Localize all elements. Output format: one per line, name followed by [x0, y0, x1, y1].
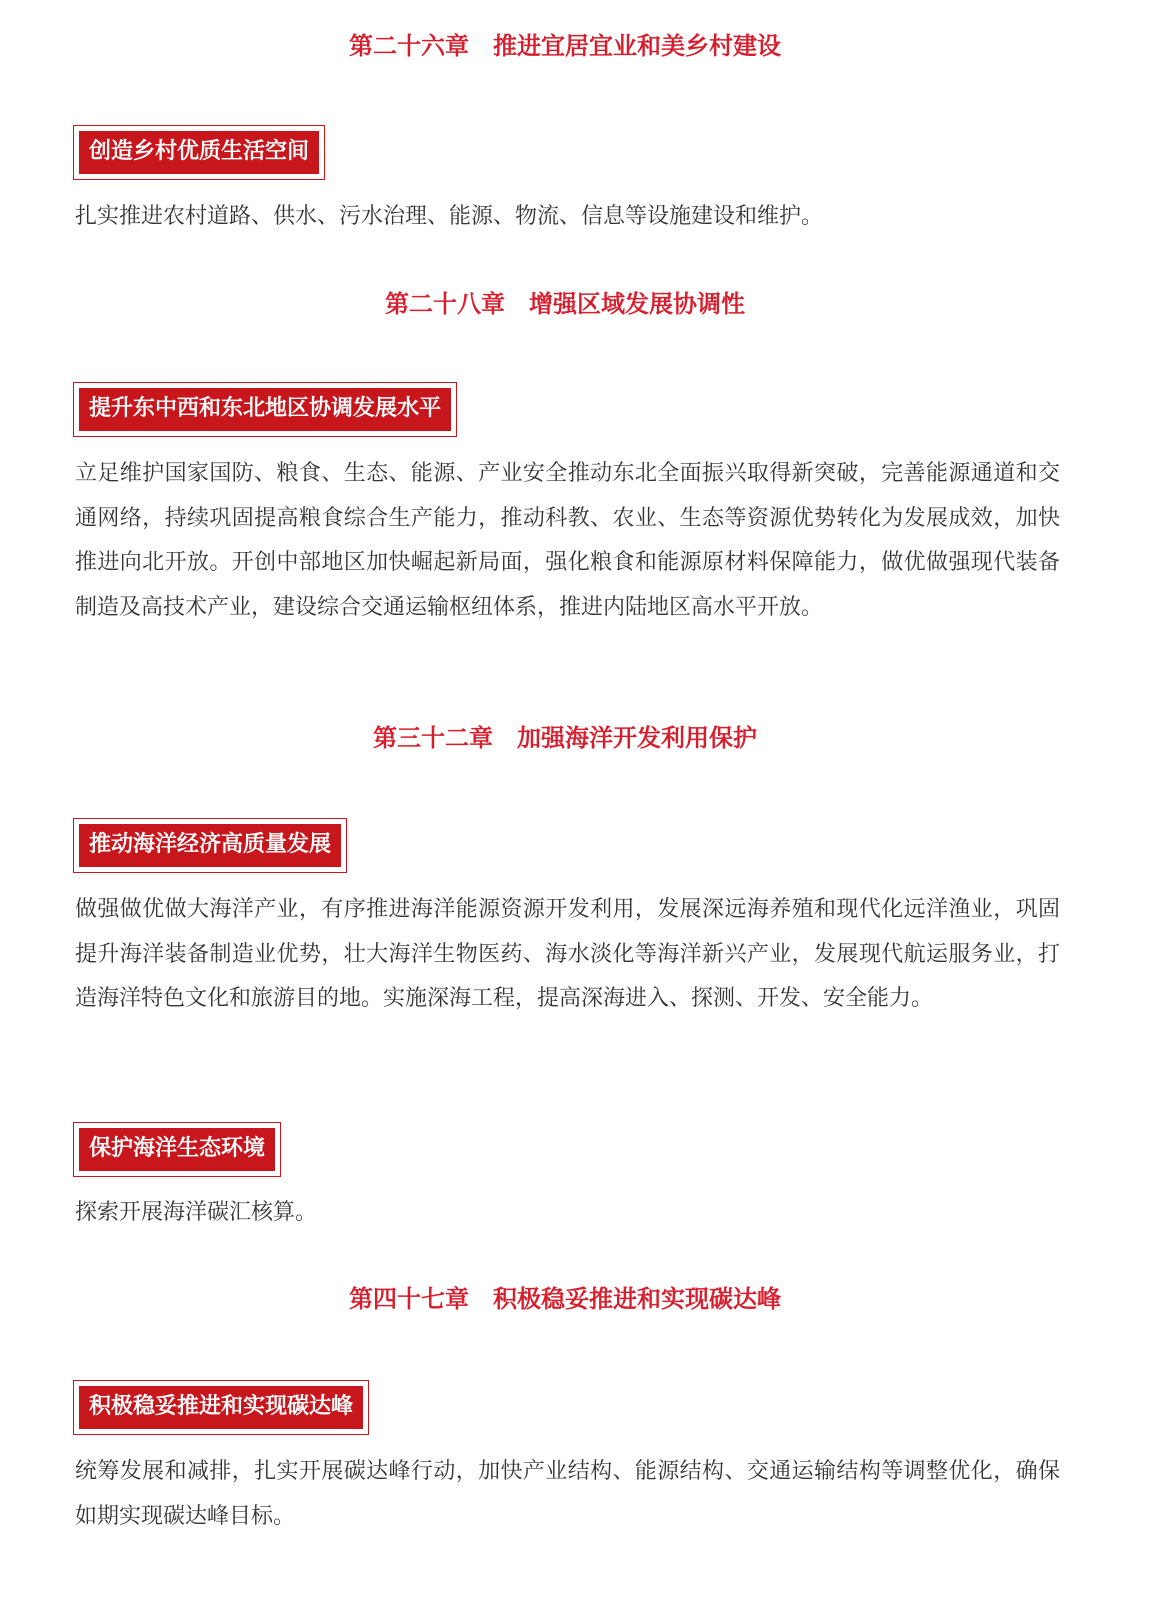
chapter-title: 第二十六章 推进宜居宜业和美乡村建设	[349, 32, 781, 60]
chapter-title: 第三十二章 加强海洋开发利用保护	[373, 724, 757, 752]
body-paragraph: 统筹发展和减排，扎实开展碳达峰行动，加快产业结构、能源结构、交通运输结构等调整优化，确保如期实现碳达峰目标。	[75, 1459, 1060, 1529]
section-tag-label: 保护海洋生态环境	[79, 1128, 275, 1171]
section-tag-label: 积极稳妥推进和实现碳达峰	[79, 1386, 363, 1429]
body-paragraph: 探索开展海洋碳汇核算。	[75, 1200, 318, 1225]
section-tag	[73, 382, 457, 437]
section-tag-label: 创造乡村优质生活空间	[79, 131, 319, 174]
section-tag-label: 提升东中西和东北地区协调发展水平	[79, 388, 451, 431]
body-paragraph: 扎实推进农村道路、供水、污水治理、能源、物流、信息等设施建设和维护。	[75, 204, 824, 229]
body-paragraph: 做强做优做大海洋产业，有序推进海洋能源资源开发利用，发展深远海养殖和现代化远洋渔业，巩固提升海洋装备制造业优势，壮大海洋生物医药、海水淡化等海洋新兴产业，发展现代航运服务业，打造海洋特色文化和旅游目的地。实施深海工程，提高深海进入、探测、开发、安全能力。	[75, 897, 1060, 1011]
section-tag	[73, 818, 347, 873]
section-tag	[73, 1380, 369, 1435]
body-paragraph: 立足维护国家国防、粮食、生态、能源、产业安全推动东北全面振兴取得新突破，完善能源通道和交通网络，持续巩固提高粮食综合生产能力，推动科教、农业、生态等资源优势转化为发展成效，加快推进向北开放。开创中部地区加快崛起新局面，强化粮食和能源原材料保障能力，做优做强现代装备制造及高技术产业，建设综合交通运输枢纽体系，推进内陆地区高水平开放。	[75, 461, 1060, 620]
section-tag	[73, 1122, 281, 1177]
section-tag	[73, 125, 325, 180]
section-tag-label: 推动海洋经济高质量发展	[79, 824, 341, 867]
chapter-title: 第二十八章 增强区域发展协调性	[385, 290, 745, 318]
chapter-title: 第四十七章 积极稳妥推进和实现碳达峰	[349, 1285, 781, 1313]
